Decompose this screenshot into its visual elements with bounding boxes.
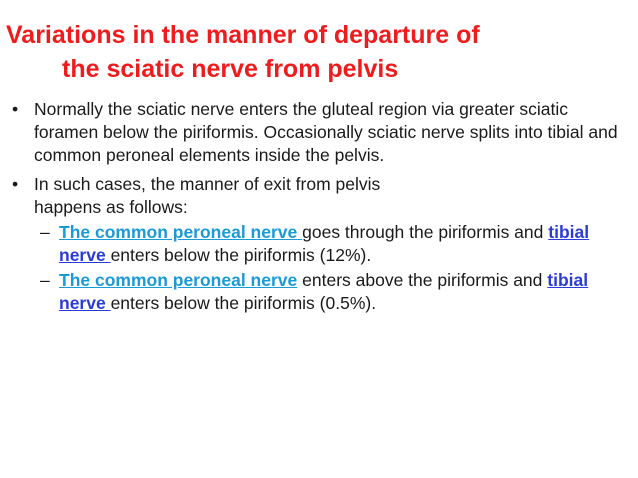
bullet-text: Normally the sciatic nerve enters the gluteal region via greater sciatic foramen below the piriformis. Occasionally sciatic nerve splits into tibial and common peroneal elements inside the pelvis. [34,99,618,165]
common-peroneal-nerve-link[interactable]: The common peroneal nerve [59,270,298,290]
sub-text: enters above the piriformis and [297,270,548,290]
sub-list [8,221,628,315]
bullet-text-line-2: happens as follows: [34,197,188,217]
bullet-item-2 [8,173,628,315]
bullet-marker: • [12,174,19,194]
slide-title [6,18,626,86]
sub-item-1 [8,221,628,267]
bullet-item-1 [8,98,628,167]
sub-marker: – [40,270,50,290]
bullet-text-line-1: In such cases, the manner of exit from pelvis [34,174,381,194]
sub-item-2 [8,269,628,315]
bullet-list [8,98,628,321]
sub-text: enters below the piriformis (0.5%). [110,293,377,313]
tibial-nerve-link[interactable]: tibial nerve [59,270,589,313]
sub-marker: – [40,222,50,242]
common-peroneal-nerve-link[interactable]: The common peroneal nerve [59,222,303,242]
sub-text: goes through the piriformis and [302,222,549,242]
bullet-marker: • [12,99,19,119]
tibial-nerve-link[interactable]: tibial nerve [59,222,590,265]
sub-text: enters below the piriformis (12%). [110,245,372,265]
title-line-2: the sciatic nerve from pelvis [62,55,399,83]
title-line-1: Variations in the manner of departure of [6,21,480,49]
